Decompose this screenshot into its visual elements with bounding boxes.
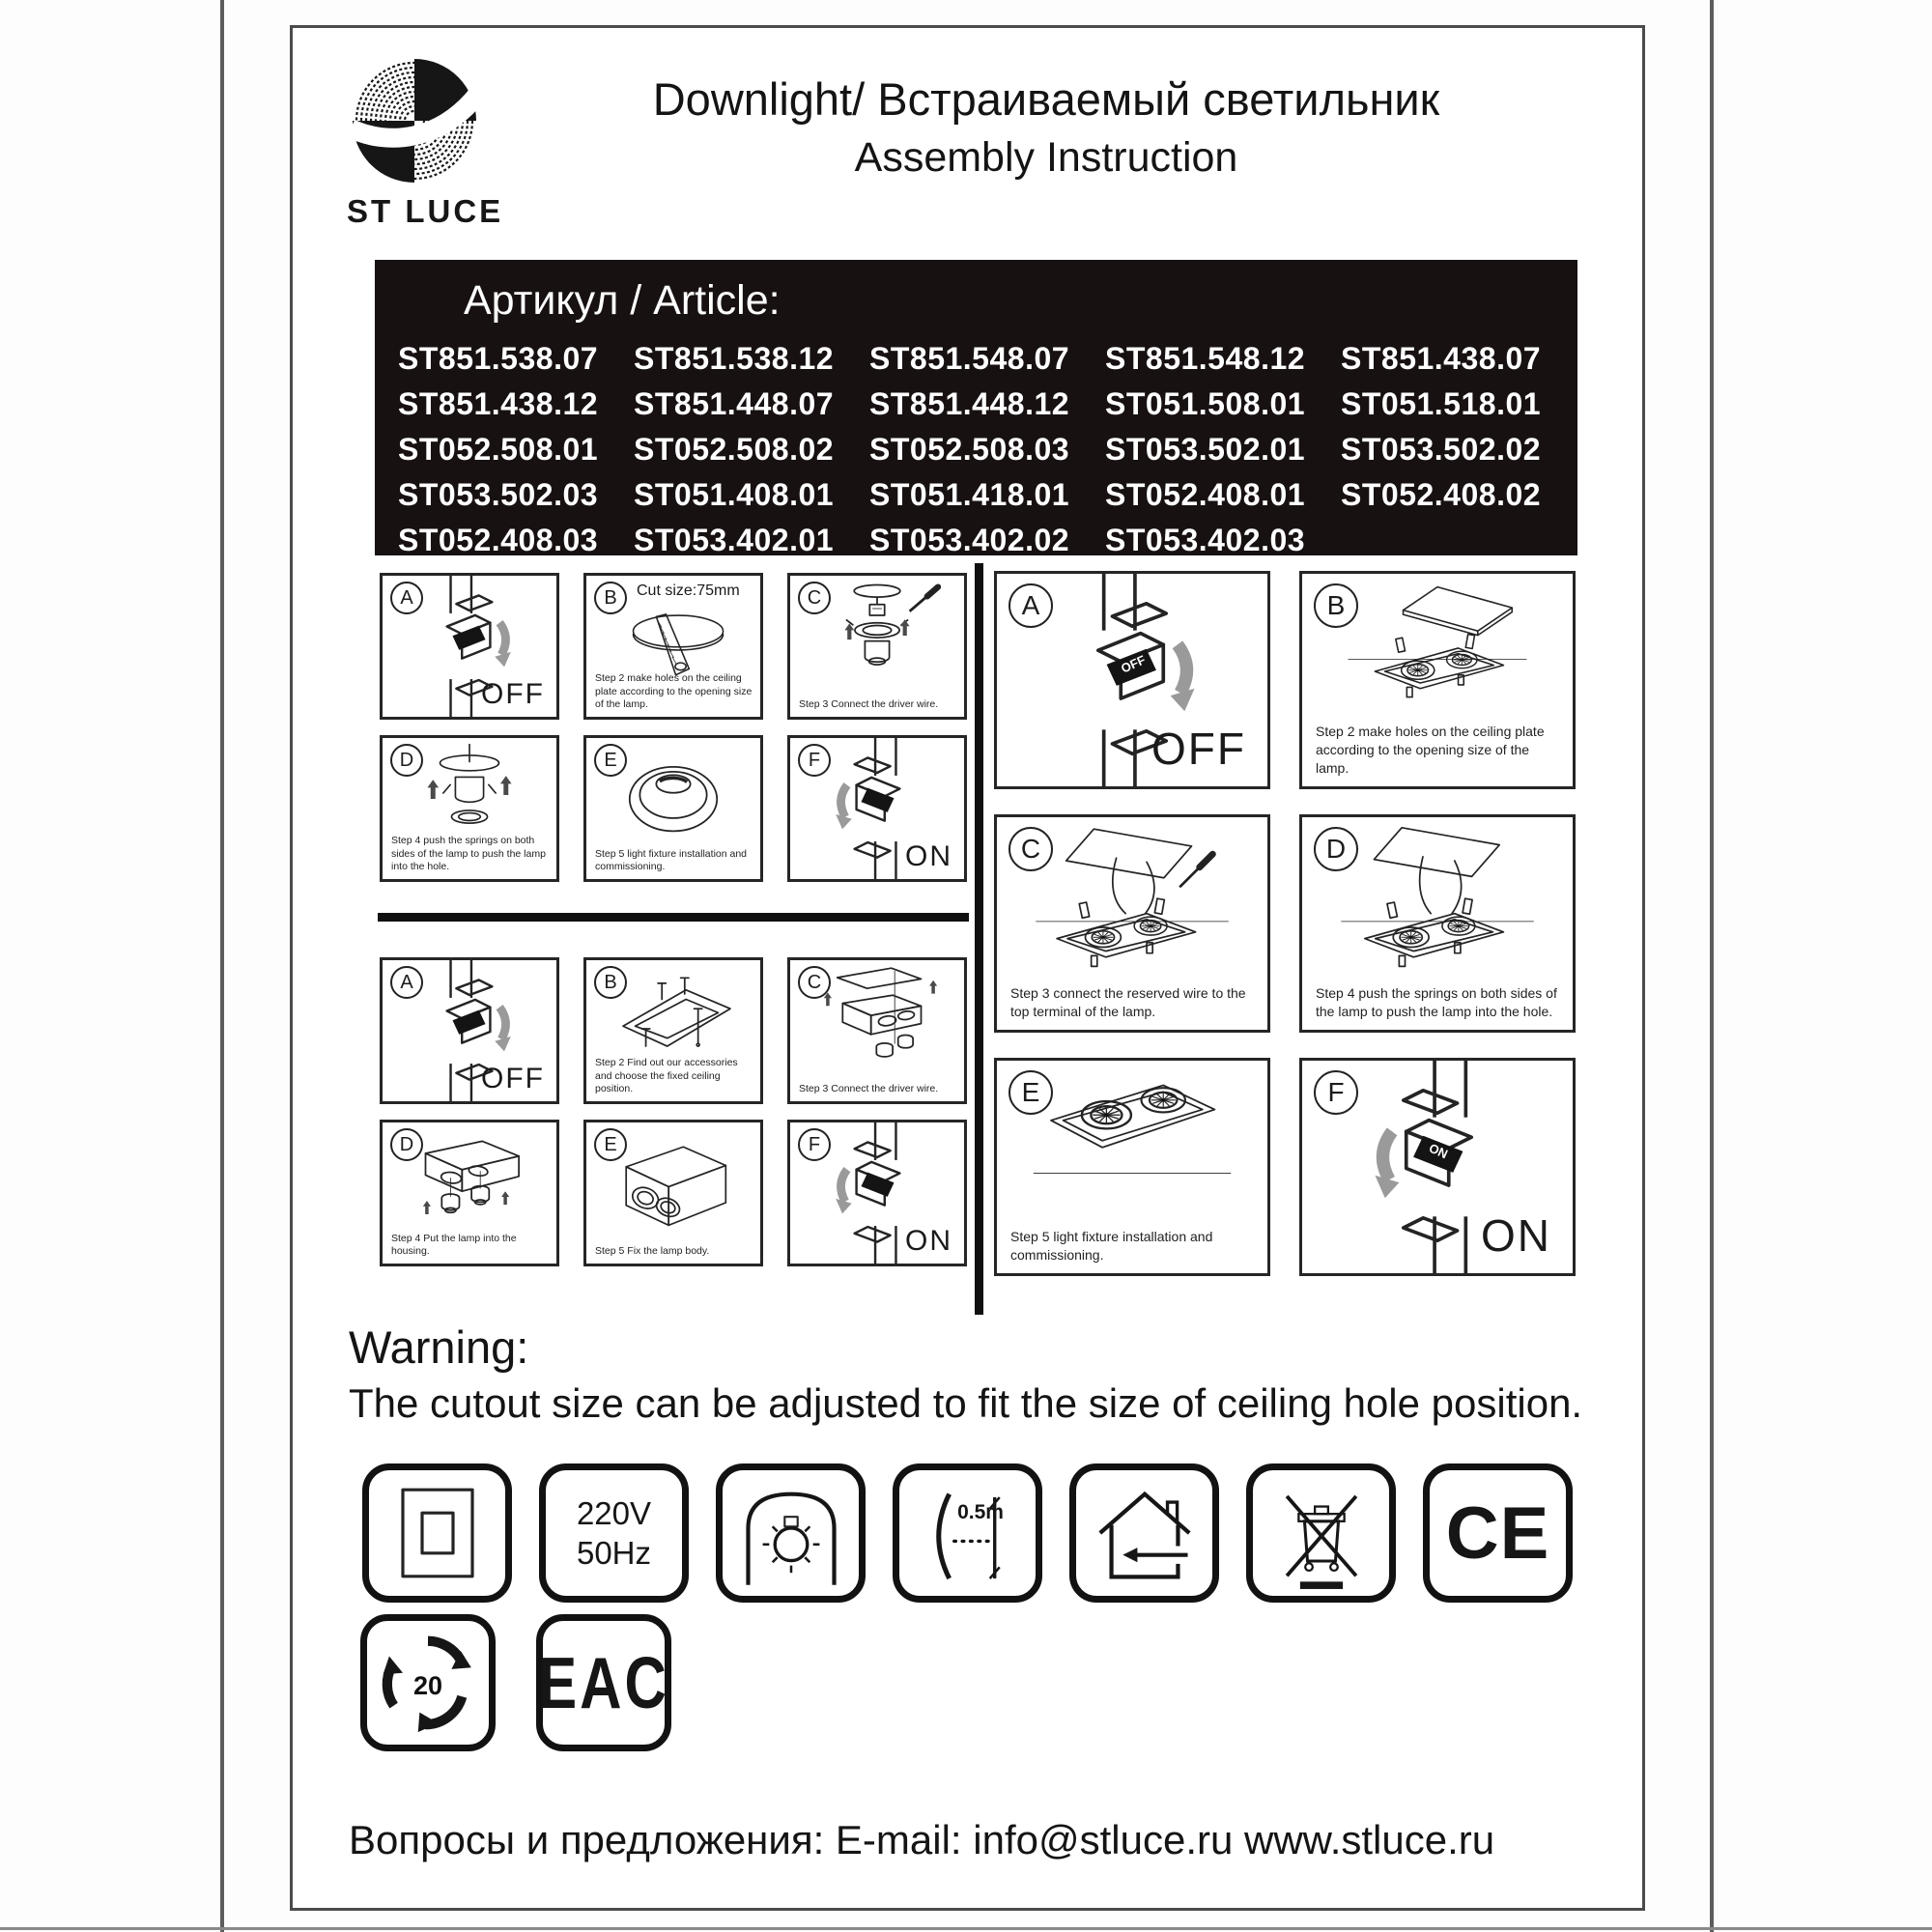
step-panel-d [380, 735, 559, 882]
step-panel-e [994, 1058, 1270, 1276]
article-code: ST851.438.07 [1341, 341, 1542, 376]
step-panel-a [380, 573, 559, 720]
step-letter-badge: F [798, 744, 831, 777]
step-letter-badge: E [594, 744, 627, 777]
article-code: ST053.502.03 [398, 477, 599, 512]
step-panel-c [994, 814, 1270, 1033]
step-caption: Step 3 Connect the driver wire. [799, 1083, 939, 1095]
power-state-label: ON [1481, 1210, 1551, 1261]
step-panel-a [380, 957, 559, 1104]
article-code: ST051.518.01 [1341, 386, 1542, 421]
article-code: ST851.438.12 [398, 386, 599, 421]
scan-edge-left [220, 0, 224, 1932]
article-code: ST851.538.12 [634, 341, 835, 376]
recessed-luminaire-icon [716, 1463, 866, 1603]
frequency-value: 50Hz [576, 1535, 652, 1571]
article-row [398, 427, 1577, 472]
eac-mark [536, 1614, 671, 1751]
recycle-20-icon [360, 1614, 496, 1751]
step-caption: Step 4 push the springs on both sides of the lamp to push the lamp into the hole. [1316, 985, 1557, 1020]
step-letter-badge: A [390, 966, 423, 999]
step-panel-f [1299, 1058, 1576, 1276]
step-panel-e [583, 1120, 763, 1266]
document-page [290, 25, 1645, 1911]
group-divider-horizontal [378, 913, 969, 922]
article-code: ST052.508.03 [869, 432, 1070, 467]
step-panel-e [583, 735, 763, 882]
article-code: ST052.408.02 [1341, 477, 1542, 512]
article-code: ST053.402.03 [1105, 523, 1306, 557]
article-row [398, 336, 1577, 382]
page-title: Downlight/ Встраиваемый светильник [652, 73, 1440, 125]
warning-heading: Warning: [349, 1321, 529, 1373]
stluce-spiral-logo-icon [347, 53, 482, 188]
step-panel-b [583, 573, 763, 720]
power-state-label: OFF [481, 1063, 545, 1094]
power-state-label: OFF [1151, 724, 1246, 774]
article-code: ST851.448.07 [634, 386, 835, 421]
power-state-label: OFF [481, 678, 545, 710]
article-code: ST051.508.01 [1105, 386, 1306, 421]
step-letter-badge: C [1009, 827, 1053, 871]
step-panel-d [1299, 814, 1576, 1033]
article-code: ST051.408.01 [634, 477, 835, 512]
step-letter-badge: C [798, 582, 831, 614]
warning-text: The cutout size can be adjusted to fit the size of ceiling hole position. [349, 1380, 1583, 1426]
article-code: ST053.502.01 [1105, 432, 1306, 467]
step-letter-badge: E [594, 1128, 627, 1161]
contact-line: Вопросы и предложения: E-mail: info@stluce.ru www.stluce.ru [349, 1817, 1495, 1862]
step-caption: Step 4 Put the lamp into the housing. [391, 1232, 517, 1258]
step-panel-b [583, 957, 763, 1104]
step-letter-badge: F [798, 1128, 831, 1161]
ce-mark [1423, 1463, 1573, 1603]
step-letter-badge: D [1314, 827, 1358, 871]
step-panel-d [380, 1120, 559, 1266]
distance-value: 0.5m [956, 1500, 1004, 1523]
step-caption: Step 5 light fixture installation and commissioning. [1010, 1229, 1213, 1264]
article-code: ST051.418.01 [869, 477, 1070, 512]
article-code: ST052.508.02 [634, 432, 835, 467]
article-label: Артикул / Article: [464, 277, 781, 324]
group-divider-vertical [975, 563, 983, 1315]
rocker-label: OFF [1119, 652, 1148, 676]
step-panel-c [787, 957, 967, 1104]
article-code: ST851.448.12 [869, 386, 1070, 421]
step-panel-b [1299, 571, 1576, 789]
step-panel-a [994, 571, 1270, 789]
article-row [398, 472, 1577, 518]
step-caption: Step 2 make holes on the ceiling plate according to the opening size of the lamp. [1316, 724, 1545, 777]
ce-text: CE [1445, 1492, 1550, 1575]
article-code: ST052.508.01 [398, 432, 599, 467]
article-code: ST851.548.12 [1105, 341, 1306, 376]
voltage-rating-badge [539, 1463, 689, 1603]
article-list [398, 336, 1577, 563]
step-panel-f [787, 1120, 967, 1266]
step-panel-c [787, 573, 967, 720]
step-caption: Step 5 Fix the lamp body. [595, 1245, 710, 1258]
step-letter-badge: F [1314, 1070, 1358, 1115]
step-letter-badge: B [1314, 583, 1358, 628]
step-letter-badge: E [1009, 1070, 1053, 1115]
rocker-label: ON [1427, 1140, 1450, 1162]
article-row [398, 518, 1577, 563]
step-letter-badge: A [390, 582, 423, 614]
step-panel-f [787, 735, 967, 882]
brand-name: ST LUCE [347, 193, 504, 229]
step-caption: Step 2 Find out our accessories and choose the fixed ceiling position. [595, 1057, 738, 1095]
recycle-code: 20 [412, 1671, 443, 1700]
step-letter-badge: D [390, 1128, 423, 1161]
step-letter-badge: D [390, 744, 423, 777]
article-code: ST053.402.01 [634, 523, 835, 557]
article-code: ST052.408.01 [1105, 477, 1306, 512]
article-code: ST053.402.02 [869, 523, 1070, 557]
step-letter-badge: C [798, 966, 831, 999]
step-letter-badge: B [594, 582, 627, 614]
article-code: ST851.538.07 [398, 341, 599, 376]
indoor-use-house-icon [1069, 1463, 1219, 1603]
step-letter-badge: A [1009, 583, 1053, 628]
step-caption: Step 3 connect the reserved wire to the top terminal of the lamp. [1010, 985, 1246, 1020]
class-ii-insulation-icon [362, 1463, 512, 1603]
page-subtitle: Assembly Instruction [854, 134, 1238, 181]
step-caption: Step 3 Connect the driver wire. [799, 698, 939, 711]
brand-logo [347, 53, 521, 230]
step-caption: Step 4 push the springs on both sides of the lamp to push the lamp into the hole. [391, 835, 546, 873]
step-caption: Step 5 light fixture installation and commissioning. [595, 847, 748, 873]
cut-size-note: Cut size:75mm [637, 582, 740, 599]
eac-text: EAC [538, 1642, 669, 1723]
article-row [398, 382, 1577, 427]
min-distance-icon [893, 1463, 1042, 1603]
step-letter-badge: B [594, 966, 627, 999]
power-state-label: ON [905, 1225, 952, 1257]
article-code: ST851.548.07 [869, 341, 1070, 376]
article-code: ST053.502.02 [1341, 432, 1542, 467]
weee-no-trash-icon [1246, 1463, 1396, 1603]
step-caption: Step 2 make holes on the ceiling plate according to the opening size of the lamp. [595, 672, 753, 711]
article-code: ST052.408.03 [398, 523, 599, 557]
scan-edge-bottom [0, 1927, 1932, 1930]
article-number-box [375, 260, 1577, 555]
voltage-value: 220V [576, 1494, 652, 1531]
power-state-label: ON [905, 840, 952, 872]
scan-edge-right [1710, 0, 1714, 1932]
